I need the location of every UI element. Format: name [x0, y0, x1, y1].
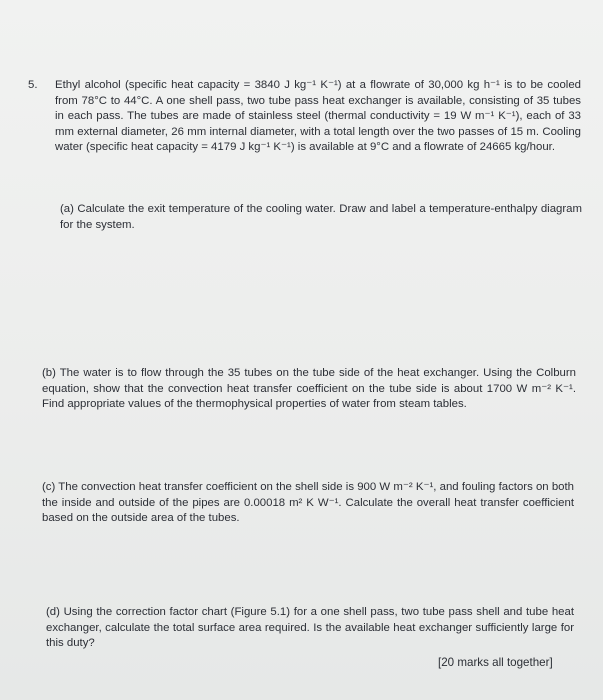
part-b-text: (b) The water is to flow through the 35 tubes on the tube side of the heat exchanger. Using the Colburn equation, show that the convection heat transfer coefficient on the tube side is about 1700 W m⁻² K⁻¹. Find appropriate values of the thermophysical properties of water from steam tables. — [42, 367, 576, 411]
part-c-text: (c) The convection heat transfer coefficient on the shell side is 900 W m⁻² K⁻¹, and fouling factors on both the inside and outside of the pipes are 0.00018 m² K W⁻¹. Calculate the overall heat transfer coefficient based on the outside area of the tubes. — [42, 481, 574, 525]
marks-note: [20 marks all together] — [438, 656, 553, 669]
question-stem: Ethyl alcohol (specific heat capacity = 3840 J kg⁻¹ K⁻¹) at a flowrate of 30,000 kg h⁻¹ is to be cooled from 78°C to 44°C. A one shell pass, two tube pass heat exchanger is available, consisting of 35 tubes in each pass. The tubes are made of stainless steel (thermal conductivity = 19 W m⁻¹ K⁻¹), each of 33 mm external diameter, 26 mm internal diameter, with a total length over the two passes of 15 m. Cooling water (specific heat capacity = 4179 J kg⁻¹ K⁻¹) is available at 9°C and a flowrate of 24665 kg/hour. — [55, 79, 581, 154]
part-d-text: (d) Using the correction factor chart (Figure 5.1) for a one shell pass, two tube pass shell and tube heat exchanger, calculate the total surface area required. Is the available heat exchanger sufficiently large for this duty? — [46, 606, 574, 650]
question-number: 5. — [28, 79, 38, 91]
part-a-text: (a) Calculate the exit temperature of the cooling water. Draw and label a temperature-enthalpy diagram for the system. — [60, 203, 582, 231]
